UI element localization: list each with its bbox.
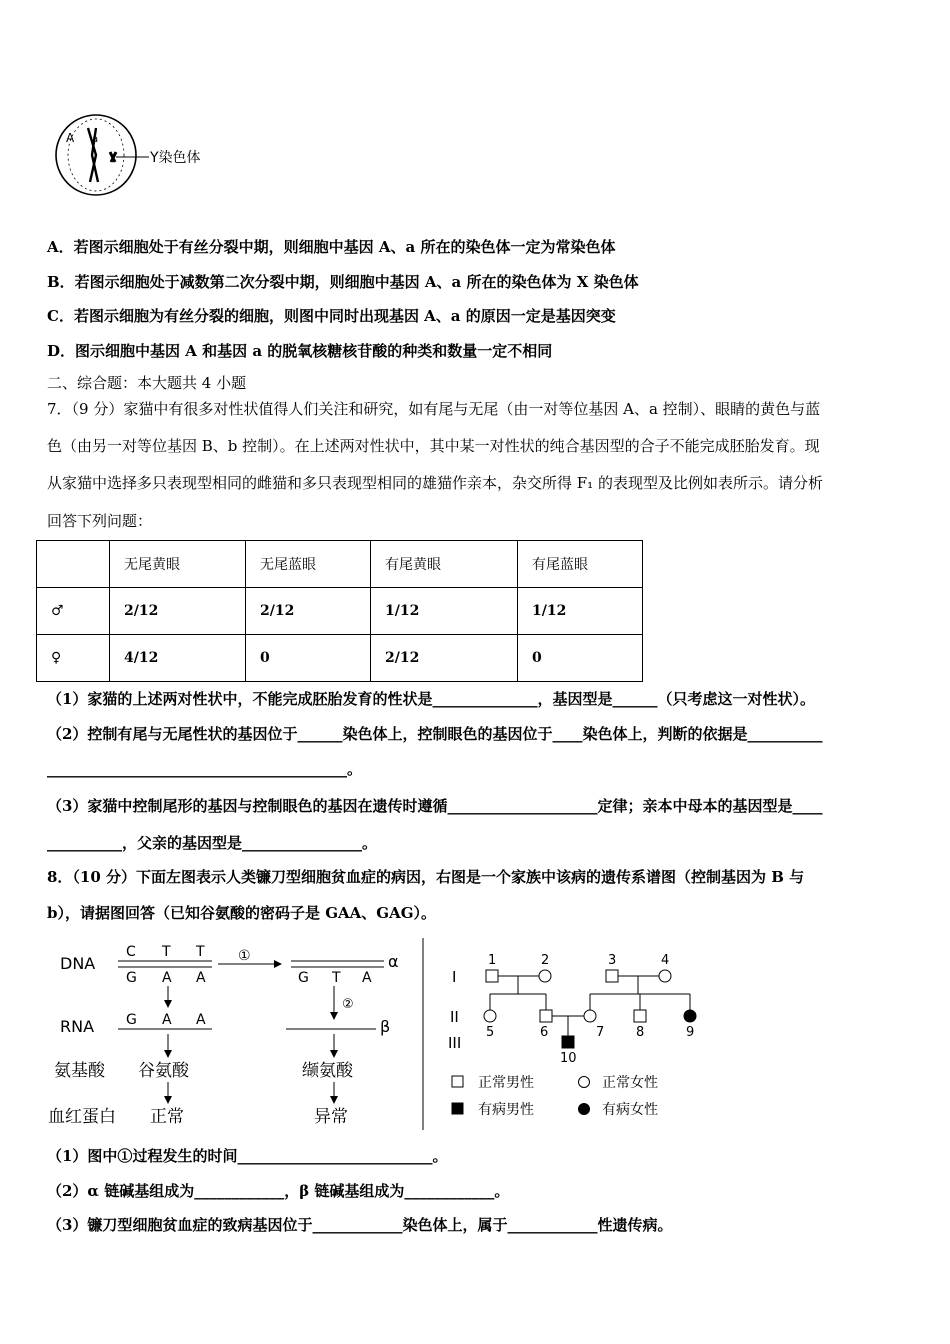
- q7-sub-3: （3）家猫中控制尾形的基因与控制眼色的基因在遗传时遵循____________________定律；亲本中母本的基因型是____: [47, 797, 823, 815]
- section-title: 二、综合题：本大题共 4 小题: [47, 374, 247, 392]
- bottom-base: A: [162, 970, 172, 986]
- individual-10: [562, 1036, 574, 1048]
- table-cell: 1/12: [371, 588, 518, 635]
- step-2-label: ②: [342, 997, 354, 1012]
- q7-table: [36, 540, 643, 682]
- table-cell: 0: [518, 635, 643, 682]
- id-label: 5: [486, 1025, 495, 1040]
- individual-2: [539, 970, 551, 982]
- legend-normal-male: 正常男性: [478, 1075, 534, 1091]
- generation-label: I: [452, 968, 457, 986]
- mutant-base: A: [362, 970, 372, 986]
- individual-9: [684, 1010, 696, 1022]
- rna-base: G: [126, 1012, 137, 1028]
- legend-normal-female-icon: [579, 1077, 590, 1088]
- q7-sub-1: （1）家猫的上述两对性状中，不能完成胚胎发育的性状是______________，基因型是______（只考虑这一对性状）。: [47, 690, 815, 708]
- option-c: C．若图示细胞为有丝分裂的细胞，则图中同时出现基因 A、a 的原因一定是基因突变: [47, 307, 616, 325]
- id-label: 3: [608, 953, 617, 968]
- id-label: 7: [596, 1025, 605, 1040]
- individual-8: [634, 1010, 646, 1022]
- abnormal-hb: 异常: [314, 1107, 348, 1127]
- q8-sub-1: （1）图中①过程发生的时间__________________________。: [47, 1147, 448, 1165]
- beta-label: β: [380, 1017, 391, 1036]
- sickle-cell-diagram: [46, 934, 426, 1132]
- table-cell: 1/12: [518, 588, 643, 635]
- normal-hb: 正常: [150, 1107, 184, 1127]
- y-chromosome-label: Y染色体: [150, 150, 201, 166]
- mutant-base: G: [298, 970, 309, 986]
- table-cell: ♂: [37, 588, 110, 635]
- top-base: T: [162, 944, 171, 960]
- amino-acid-label: 氨基酸: [54, 1061, 105, 1081]
- step-1-label: ①: [238, 948, 251, 964]
- individual-7: [584, 1010, 596, 1022]
- top-base: C: [126, 944, 136, 960]
- table-header-cell: 无尾黄眼: [110, 541, 246, 588]
- table-cell: 2/12: [246, 588, 371, 635]
- q7-stem-1: 7．（9 分）家猫中有很多对性状值得人们关注和研究，如有尾与无尾（由一对等位基因 A、a 控制）、眼睛的黄色与蓝: [47, 400, 821, 418]
- table-header-cell: 有尾黄眼: [371, 541, 518, 588]
- individual-4: [659, 970, 671, 982]
- id-label: 8: [636, 1025, 645, 1040]
- id-label: 9: [686, 1025, 695, 1040]
- option-b: B．若图示细胞处于减数第二次分裂中期，则细胞中基因 A、a 所在的染色体为 X 染色体: [47, 273, 639, 291]
- legend-affected-male: 有病男性: [478, 1102, 534, 1118]
- q7-sub-2-cont: ________________________________________。: [47, 760, 363, 778]
- table-header-cell: [37, 541, 110, 588]
- q7-stem-3: 从家猫中选择多只表现型相同的雌猫和多只表现型相同的雄猫作亲本，杂交所得 F₁ 的表现型及比例如表所示。请分析: [47, 474, 823, 492]
- individual-5: [484, 1010, 496, 1022]
- q8-stem-2: b），请据图回答（已知谷氨酸的密码子是 GAA、GAG）。: [47, 904, 437, 922]
- dna-label: DNA: [60, 954, 96, 973]
- id-label: 6: [540, 1025, 549, 1040]
- id-label: 2: [541, 953, 550, 968]
- pedigree-chart: [440, 946, 710, 1132]
- option-a: A．若图示细胞处于有丝分裂中期，则细胞中基因 A、a 所在的染色体一定为常染色体: [47, 238, 616, 256]
- table-cell: 2/12: [371, 635, 518, 682]
- rna-base: A: [162, 1012, 172, 1028]
- legend-affected-female-icon: [579, 1104, 590, 1115]
- id-label: 4: [661, 953, 670, 968]
- table-header-row: [37, 541, 643, 588]
- gene-a-label: a: [92, 134, 99, 145]
- q8-sub-2: （2）α 链碱基组成为____________，β 链碱基组成为____________。: [47, 1182, 510, 1200]
- cell-figure: [52, 110, 232, 200]
- bottom-base: A: [196, 970, 206, 986]
- id-label: 1: [488, 953, 497, 968]
- table-header-cell: 有尾蓝眼: [518, 541, 643, 588]
- generation-label: III: [448, 1034, 462, 1052]
- gene-A-label: A: [66, 131, 75, 145]
- valine: 缬氨酸: [302, 1061, 353, 1081]
- top-base: T: [196, 944, 205, 960]
- chromosome-y: [110, 152, 116, 162]
- individual-6: [540, 1010, 552, 1022]
- legend-normal-male-icon: [452, 1076, 463, 1087]
- mutant-base: T: [332, 970, 341, 986]
- option-d: D．图示细胞中基因 A 和基因 a 的脱氧核糖核苷酸的种类和数量一定不相同: [47, 342, 553, 360]
- rna-label: RNA: [60, 1017, 95, 1036]
- q7-stem-4: 回答下列问题：: [47, 512, 153, 530]
- table-cell: 4/12: [110, 635, 246, 682]
- legend-affected-male-icon: [452, 1103, 463, 1114]
- bottom-base: G: [126, 970, 137, 986]
- table-cell: ♀: [37, 635, 110, 682]
- hemoglobin-label: 血红蛋白: [48, 1107, 116, 1127]
- table-row: [37, 588, 643, 635]
- legend-affected-female: 有病女性: [602, 1102, 658, 1118]
- table-cell: 2/12: [110, 588, 246, 635]
- table-row: [37, 635, 643, 682]
- rna-base: A: [196, 1012, 206, 1028]
- generation-label: II: [450, 1008, 459, 1026]
- legend-normal-female: 正常女性: [602, 1075, 658, 1091]
- table-header-cell: 无尾蓝眼: [246, 541, 371, 588]
- q8-stem-1: 8．（10 分）下面左图表示人类镰刀型细胞贫血症的病因，右图是一个家族中该病的遗传系谱图（控制基因为 B 与: [47, 868, 805, 886]
- individual-1: [486, 970, 498, 982]
- q8-sub-3: （3）镰刀型细胞贫血症的致病基因位于____________染色体上，属于____________性遗传病。: [47, 1216, 673, 1234]
- alpha-label: α: [388, 952, 399, 971]
- q7-sub-2: （2）控制有尾与无尾性状的基因位于______染色体上，控制眼色的基因位于____染色体上，判断的依据是__________: [47, 725, 823, 743]
- id-label: 10: [560, 1051, 577, 1066]
- q7-stem-2: 色（由另一对等位基因 B、b 控制）。在上述两对性状中，其中某一对性状的纯合基因型的合子不能完成胚胎发育。现: [47, 437, 820, 455]
- q7-sub-3-cont: __________，父亲的基因型是________________。: [47, 834, 378, 852]
- glutamic-acid: 谷氨酸: [138, 1061, 189, 1081]
- table-cell: 0: [246, 635, 371, 682]
- individual-3: [606, 970, 618, 982]
